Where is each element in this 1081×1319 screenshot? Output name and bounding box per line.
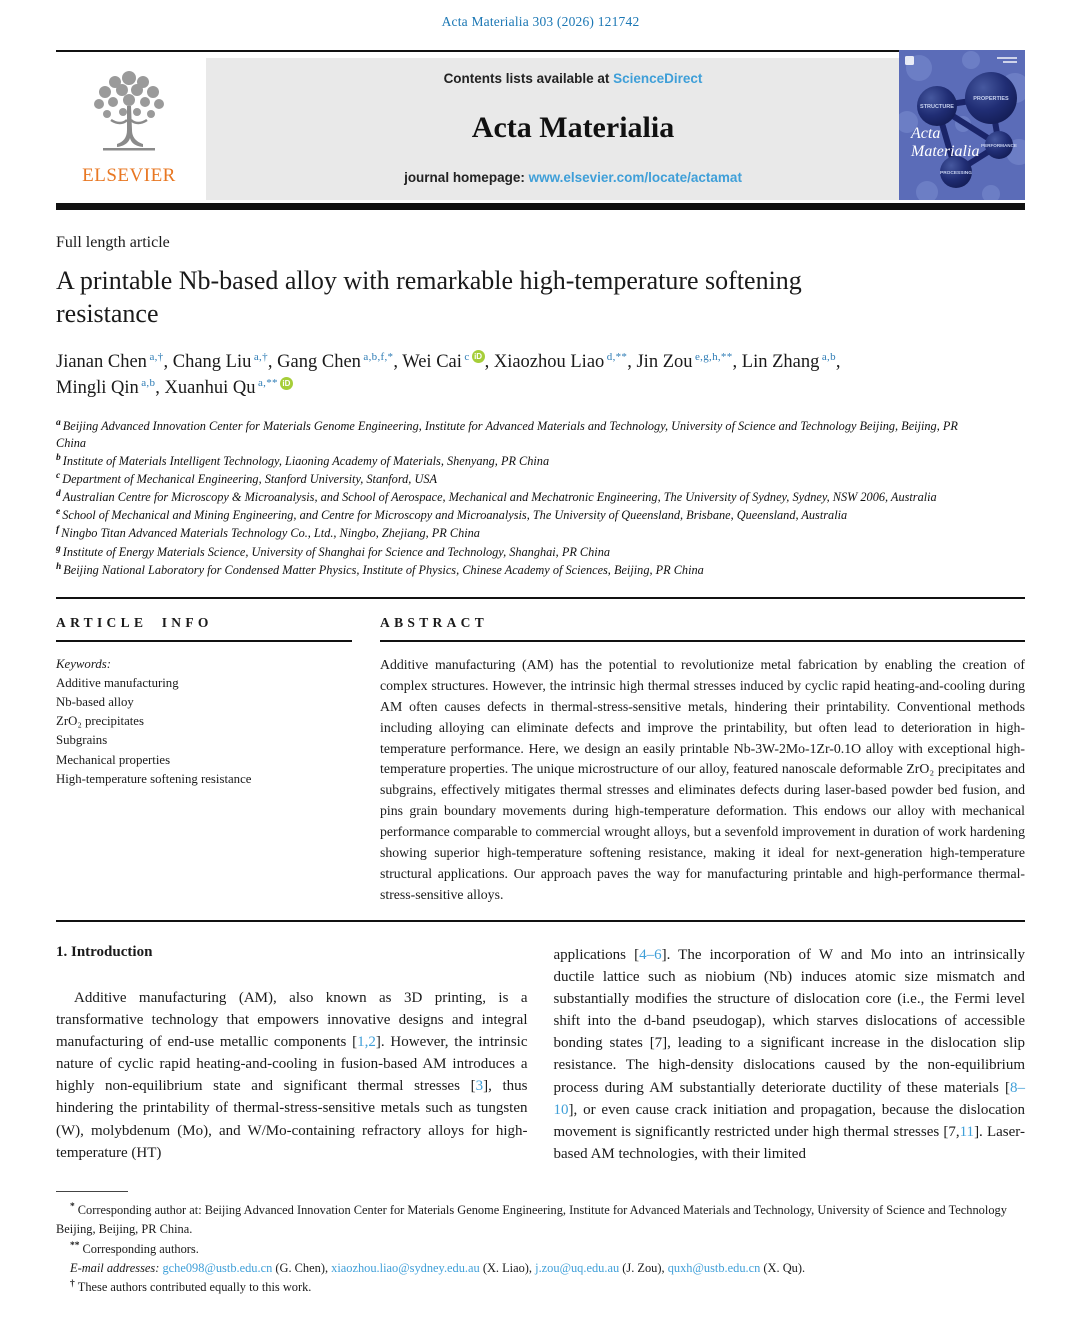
author-affiliation-sup: d,** [604,350,628,363]
abstract-heading-rule [380,640,1025,642]
footnote-line [56,1277,1025,1297]
author-name: Xiaozhou Liao [493,351,605,372]
text-segment: (G. Chen), [272,1260,332,1275]
footnote-divider [56,1191,128,1192]
orcid-icon[interactable]: iD [280,377,293,390]
affiliation [56,488,961,506]
cover-label-processing: PROCESSING [940,171,972,176]
author [494,352,637,372]
affiliation [56,543,961,561]
contents-prefix: Contents lists available at [443,71,614,86]
author-affiliation-sup: a,b [819,350,836,363]
info-section-top-rule [56,597,1025,599]
affiliation-list [56,417,961,578]
journal-homepage-link[interactable]: www.elsevier.com/locate/actamat [528,170,742,185]
cover-title-line1: Acta [911,125,941,142]
author-separator: , [627,351,637,372]
affiliation [56,470,961,488]
article-info-heading: ARTICLE INFO [56,614,213,630]
text-segment: These authors contributed equally to this work. [77,1280,312,1295]
email-link[interactable]: gche098@ustb.edu.cn [162,1260,273,1275]
text-segment: Corresponding author at: Beijing Advanced Innovation Center for Materials Genome Engineering, Institute for Advanced Materials and Technology, University of Science and Technology Beijing, Beijing, PR China. [56,1202,1007,1236]
author-name: Jianan Chen [56,351,147,372]
banner-left [56,50,940,200]
footnote-marker: † [70,1279,75,1290]
affiliation-text: Institute of Energy Materials Science, University of Shanghai for Science and Technology, Shanghai, PR China [62,544,610,559]
citation-ref[interactable]: 4–6 [639,947,662,964]
author-name: Chang Liu [172,351,252,372]
affiliation-sup: e [56,507,61,518]
author-separator: , [484,351,494,372]
author-separator: , [155,378,165,399]
text-segment: ]. Laser-based AM technologies, with their limited [553,1123,1025,1162]
affiliation-text: Beijing National Laboratory for Condensed Matter Physics, Institute of Physics, Chinese Academy of Sciences, Beijing, PR China [63,562,704,577]
affiliation-text: School of Mechanical and Mining Engineering, and Centre for Microscopy and Microanalysis, The University of Queensland, Brisbane, Queensland, Australia [62,508,848,523]
affiliation-sup: d [56,489,61,500]
footnote-line [56,1200,1025,1239]
author [56,352,173,372]
text-segment: (J. Zou), [619,1260,668,1275]
footnote-line [56,1259,1025,1278]
text-segment: ], or even cause crack initiation and propagation, because the dislocation movement is significantly restricted under high thermal stresses [7, [553,1101,1025,1140]
text-segment: ]. However, the intrinsic nature of cyclic rapid heating-and-cooling in fusion-based AM introduces a highly non-equilibrium state and significant thermal stresses [ [56,1034,528,1095]
author-name: Gang Chen [277,351,361,372]
homepage-line [216,170,930,185]
footnote-line [56,1239,1025,1259]
email-link[interactable]: quxh@ustb.edu.cn [667,1260,761,1275]
email-link[interactable]: xiaozhou.liao@sydney.edu.au [331,1260,480,1275]
affiliation [56,417,961,452]
text-segment: ], thus hindering the printability of thermal-stress-sensitive metals such as tungsten (W), molybdenum (Mo), and W/Mo-containing refractory alloys for high-temperature (HT) [56,1078,528,1161]
author-affiliation-sup: a,b,f,* [360,350,394,363]
author-list [56,349,856,403]
author-affiliation-sup: c [461,350,470,363]
homepage-prefix: journal homepage: [404,170,529,185]
intro-paragraph-right [554,944,1026,1164]
article-title: A printable Nb-based alloy with remarkable high-temperature softening resistance [56,266,802,329]
keyword-item: Subgrains [56,733,108,748]
orcid-icon[interactable]: iD [472,350,485,363]
abstract-heading: ABSTRACT [380,614,489,630]
article-type-label: Full length article [56,234,170,251]
affiliation [56,524,961,542]
elsevier-logo [56,58,202,200]
citation-ref[interactable]: 8–10 [553,1079,1025,1118]
author-affiliation-sup: e,g,h,** [692,350,733,363]
affiliation-sup: a [56,418,61,429]
journal-banner [56,50,1025,200]
affiliation-sup: c [56,471,61,482]
body-right-column [554,944,1026,1164]
affiliation-sup: b [56,453,61,464]
affiliation-text: Ningbo Titan Advanced Materials Technology Co., Ltd., Ningbo, Zhejiang, PR China [61,526,480,541]
section-heading-introduction: 1. Introduction [56,944,153,961]
keywords-list [56,674,352,789]
keyword-item: Nb-based alloy [56,695,134,709]
keywords-label: Keywords: [56,656,111,671]
info-section-bottom-rule [56,920,1025,922]
text-segment: (X. Liao), [479,1260,536,1275]
cover-title-line2: Materialia [911,143,980,160]
keyword-item: ZrO₂ precipitates [56,714,144,729]
affiliation-text: Department of Mechanical Engineering, Stanford University, Stanford, USA [62,472,437,487]
author [173,352,277,372]
text-segment: applications [ [553,947,640,964]
abstract-section [380,615,1025,907]
journal-citation-header[interactable]: Acta Materialia 303 (2026) 121742 [441,14,640,29]
author [402,352,494,372]
sciencedirect-link[interactable]: ScienceDirect [613,71,703,86]
author [165,378,293,398]
footnote-marker: ** [70,1240,80,1251]
author-name: Jin Zou [636,351,693,372]
affiliation [56,452,961,470]
cover-label-structure: STRUCTURE [920,104,954,110]
journal-cover-thumbnail[interactable] [899,50,1025,200]
author-affiliation-sup: a,† [251,350,268,363]
affiliation-text: Institute of Materials Intelligent Technology, Liaoning Academy of Materials, Shenyang, PR China [62,454,550,469]
article-info-section [56,615,352,907]
footnote-marker: * [70,1201,75,1212]
author-affiliation-sup: a,† [146,350,164,363]
text-segment: Additive manufacturing (AM), also known as 3D printing, is a transformative technology that empowers innovative designs and integral manufacturing of end-use metallic components [ [56,990,528,1051]
journal-title: Acta Materialia [471,111,675,144]
affiliation-sup: h [56,561,62,572]
citation-ref[interactable]: 1,2 [357,1034,376,1051]
cover-label-performance: PERFORMANCE [981,143,1017,148]
citation-ref[interactable]: 3 [475,1078,484,1095]
author-separator: , [732,351,742,372]
author-name: Mingli Qin [56,378,139,399]
keyword-item: Additive manufacturing [56,675,179,690]
footnotes [56,1200,1025,1298]
affiliation [56,506,961,524]
affiliation-text: Beijing Advanced Innovation Center for Materials Genome Engineering, Institute for Advanced Materials and Technology, University of Science and Technology Beijing, Beijing, PR China [56,419,958,451]
keyword-item: High-temperature softening resistance [56,771,252,786]
author [277,352,402,372]
elsevier-wordmark: ELSEVIER [82,165,176,186]
cover-label-properties: PROPERTIES [973,96,1009,102]
keyword-item: Mechanical properties [56,752,171,767]
text-segment: Corresponding authors. [82,1241,199,1256]
author-affiliation-sup: a,b [138,377,156,390]
elsevier-tree-icon [77,60,181,164]
abstract-text: Additive manufacturing (AM) has the potential to revolutionize metal fabrication by enabling the creation of complex structures. However, the intrinsic high thermal stresses induced by cyclic rapid heating-and-cooling during AM often causes defects in thermal-stress-sensitive metals, hindering their printability. Conventional methods including alloying can eliminate defects and improve the printability, but often lead to deterioration in high-temperature performance. Here, we design an easily printable Nb-3W-2Mo-1Zr-0.1O alloy with exceptional high-temperature properties. The unique microstructure of our alloy, featured nanoscale deformable ZrO₂ precipitates and subgrains, effectively mitigates thermal stresses and eliminates defects during laser-based powder bed fusion, and pins grain boundary movements during high-temperature deformation. This endows our alloy with mechanical performance comparable to commercial wrought alloys, but a sevenfold improvement in duration of work hardening showing superior high-temperature softening resistance, making it ideal for next-generation high-temperature structural applications. Our approach paves the way for manufacturing printable and high-performance thermal-stress-sensitive alloys. [380,656,1025,903]
author [636,352,741,372]
affiliation-sup: g [56,543,61,554]
citation-ref[interactable]: 11 [959,1123,975,1140]
intro-paragraph-left [56,987,528,1163]
article-info-heading-rule [56,640,352,642]
author-name: Lin Zhang [741,351,820,372]
author-affiliation-sup: a,** [255,377,278,390]
affiliation-text: Australian Centre for Microscopy & Microanalysis, and School of Aerospace, Mechanical and Mechatronic Engineering, The University of Sydney, Sydney, NSW 2006, Australia [62,490,937,505]
banner-bottom-rule [56,203,1025,210]
body-left-column [56,944,528,1164]
affiliation [56,561,961,579]
author-separator: , [267,351,278,372]
contents-line [216,71,930,86]
author-name: Wei Cai [402,351,462,372]
email-link[interactable]: j.zou@uq.edu.au [535,1260,620,1275]
footnote-italic-label: E-mail addresses: [70,1260,163,1275]
author-separator: , [835,351,841,372]
author [56,378,165,398]
text-segment: ]. The incorporation of W and Mo into an intrinsically ductile lattice such as niobium (Nb) induces atomic size mismatch and substantially modifies the structure of dislocation core (i.e., the Fermi level shift into the d-band pseudogap), which starves dislocations of accessible bonding states [7], leading to a significant increase in the dislocation slip resistance. The high-density dislocations caused by the non-equilibrium process during AM substantially deteriorate ductility of these materials [ [553,947,1025,1096]
affiliation-sup: f [56,525,60,536]
author-separator: , [163,351,173,372]
banner-center [206,58,940,200]
author [742,352,841,372]
text-segment: (X. Qu). [760,1260,806,1275]
author-name: Xuanhui Qu [164,378,256,399]
author-separator: , [393,351,403,372]
